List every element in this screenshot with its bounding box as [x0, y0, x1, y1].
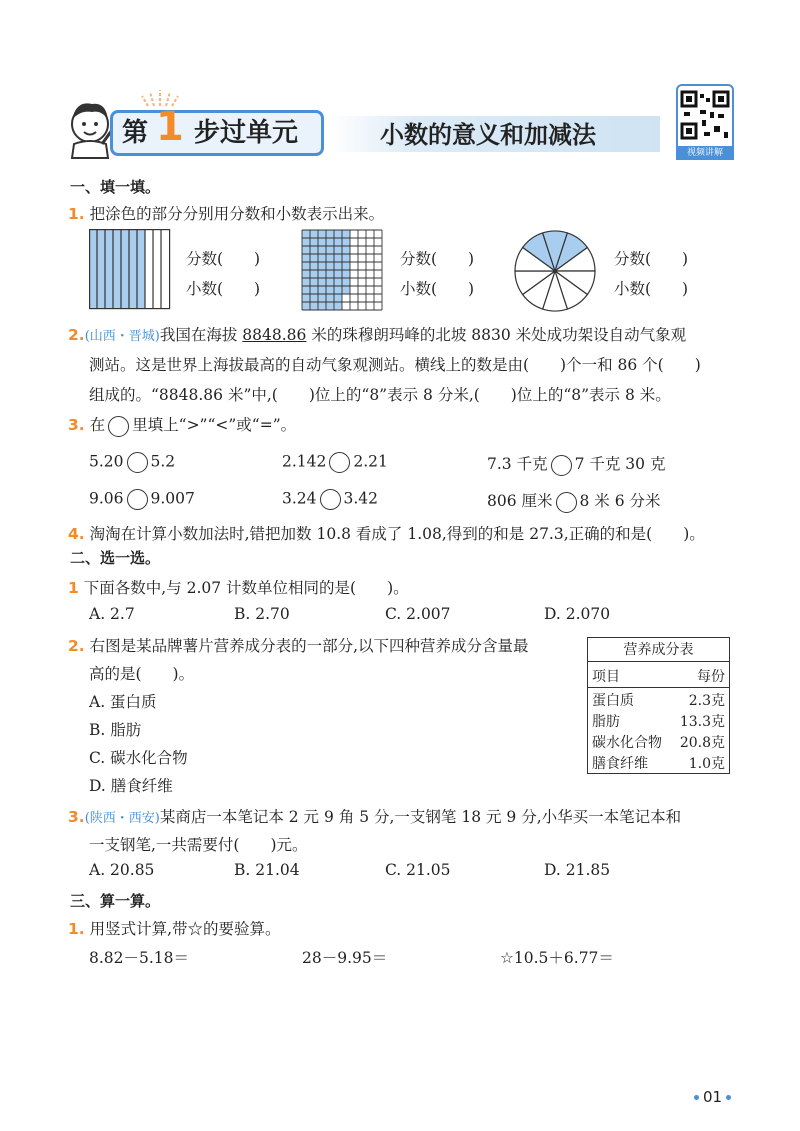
compare-blank[interactable]: [127, 489, 148, 510]
figure-pie: [512, 228, 598, 314]
s1-q2-line2: 测站。这是世界上海拔最高的自动气象观测站。横线上的数是由( )个一和 86 个( ): [89, 356, 701, 374]
row-item: 膳食纤维: [592, 756, 648, 772]
row-item: 脂肪: [592, 714, 620, 730]
section3-title: 三、算一算。: [70, 892, 161, 910]
compare-item: [282, 452, 388, 473]
compare-left: 3.24: [282, 489, 317, 508]
s1-q4: [68, 522, 705, 544]
fig2-decimal-label: 小数( ): [400, 280, 475, 298]
compare-right: 9.007: [150, 489, 195, 508]
compare-left: 9.06: [89, 489, 124, 508]
calc-expression: ☆10.5＋6.77＝: [500, 949, 614, 967]
badge-number: 1: [156, 104, 184, 150]
option[interactable]: A. 20.85: [89, 861, 155, 879]
section1-title: 一、填一填。: [70, 178, 161, 196]
s1-q3-post: 里填上“>”“<”或“=”。: [132, 416, 297, 434]
compare-blank[interactable]: [320, 489, 341, 510]
region-tag: (陕西・西安): [84, 811, 160, 826]
row-item: 碳水化合物: [592, 735, 662, 751]
s2-q3-line1: [68, 805, 681, 827]
s2-q3-line1-text: 某商店一本笔记本 2 元 9 角 5 分,一支钢笔 18 元 9 分,小华买一本笔记本和: [159, 808, 682, 826]
row-item: 蛋白质: [592, 693, 634, 709]
region-tag: (山西・晋城): [84, 329, 160, 344]
calc-expression: 28－9.95＝: [302, 949, 388, 967]
s1-q3-prompt: [68, 413, 296, 437]
table-row: [588, 709, 729, 730]
compare-right: 2.21: [353, 452, 388, 471]
compare-left: 2.142: [282, 452, 327, 471]
page-dot-icon: [694, 1095, 699, 1100]
s2-q2-line2: 高的是( )。: [89, 665, 195, 683]
s1-q1-number: 1.: [68, 205, 85, 223]
option[interactable]: A. 蛋白质: [89, 693, 157, 711]
compare-left: 5.20: [89, 452, 124, 471]
s2-q3-line2: 一支钢笔,一共需要付( )元。: [89, 836, 308, 854]
s2-q1: [68, 576, 409, 598]
s1-q4-text: 淘淘在计算小数加法时,错把加数 10.8 看成了 1.08,得到的和是 27.3,正确的和是( )。: [89, 525, 705, 543]
compare-circle-icon: [108, 416, 129, 437]
page-number: [690, 1088, 735, 1106]
page-dot-icon: [726, 1095, 731, 1100]
s1-q2-line1-b: 米的珠穆朗玛峰的北坡 8830 米处成功架设自动气象观: [306, 326, 687, 344]
compare-blank[interactable]: [556, 492, 577, 513]
badge-prefix: 第: [122, 118, 149, 148]
option[interactable]: B. 脂肪: [89, 721, 142, 739]
compare-blank[interactable]: [127, 452, 148, 473]
figure-strips: [89, 229, 171, 311]
row-value: 20.8克: [679, 735, 725, 751]
option[interactable]: D. 膳食纤维: [89, 777, 173, 795]
s3-q1-number: 1.: [68, 920, 85, 938]
fig3-fraction-label: 分数( ): [614, 250, 689, 268]
row-value: 2.3克: [688, 693, 725, 709]
option[interactable]: A. 2.7: [89, 605, 135, 623]
option[interactable]: B. 2.70: [234, 605, 290, 623]
s3-q1-text: 用竖式计算,带☆的要验算。: [89, 920, 281, 938]
compare-right: 7 千克 30 克: [574, 455, 666, 473]
s1-q1-text: 把涂色的部分分别用分数和小数表示出来。: [89, 205, 385, 223]
s1-q4-number: 4.: [68, 525, 85, 543]
fig1-decimal-label: 小数( ): [186, 280, 261, 298]
calc-expression: 8.82－5.18＝: [89, 949, 190, 967]
row-value: 13.3克: [679, 714, 725, 730]
col-item: 项目: [592, 669, 620, 685]
compare-item: [282, 489, 378, 510]
qr-label: 视频讲解: [676, 146, 734, 160]
s1-q2-line3: 组成的。“8848.86 米”中,( )位上的“8”表示 8 分米,( )位上的“8”表示 8 米。: [89, 386, 671, 404]
option[interactable]: D. 2.070: [544, 605, 611, 623]
compare-left: 7.3 千克: [487, 455, 548, 473]
option[interactable]: C. 21.05: [385, 861, 451, 879]
compare-blank[interactable]: [551, 455, 572, 476]
compare-item: [487, 452, 665, 476]
figure-grid: [301, 229, 385, 313]
row-value: 1.0克: [688, 756, 725, 772]
page-number-text: 01: [703, 1088, 723, 1106]
s2-q3-number: 3.: [68, 808, 85, 826]
compare-item: [89, 489, 195, 510]
table-row: [588, 688, 729, 709]
s2-q1-text: 下面各数中,与 2.07 计数单位相同的是( )。: [83, 579, 409, 597]
s2-q2-number: 2.: [68, 637, 85, 655]
compare-right: 5.2: [150, 452, 176, 471]
table-row: [588, 751, 729, 772]
nutrition-table: [587, 637, 730, 774]
unit-title: 小数的意义和加减法: [380, 121, 596, 149]
col-value: 每份: [697, 669, 725, 685]
compare-right: 8 米 6 分米: [579, 492, 661, 510]
s2-q1-number: 1: [68, 579, 79, 597]
nutrition-table-title: 营养成分表: [588, 638, 729, 662]
compare-item: [487, 489, 661, 513]
s1-q2-line1: [68, 323, 686, 345]
s1-q3-pre: 在: [89, 416, 106, 434]
s1-q2-underlined-number: 8848.86: [242, 326, 307, 344]
compare-blank[interactable]: [329, 452, 350, 473]
s1-q2-line1-a: 我国在海拔: [159, 326, 243, 344]
fig2-fraction-label: 分数( ): [400, 250, 475, 268]
qr-code-icon: [678, 88, 732, 142]
option[interactable]: C. 碳水化合物: [89, 749, 188, 767]
fig1-fraction-label: 分数( ): [186, 250, 261, 268]
s3-q1: [68, 917, 281, 939]
compare-item: [89, 452, 175, 473]
option[interactable]: B. 21.04: [234, 861, 300, 879]
badge-text: 步过单元: [194, 118, 299, 148]
option[interactable]: D. 21.85: [544, 861, 611, 879]
compare-left: 806 厘米: [487, 492, 553, 510]
s1-q1: [68, 202, 384, 224]
s2-q2-line1: [68, 634, 529, 656]
s1-q3-number: 3.: [68, 416, 85, 434]
nutrition-table-header: [588, 662, 729, 688]
s1-q2-number: 2.: [68, 326, 85, 344]
option[interactable]: C. 2.007: [385, 605, 451, 623]
table-row: [588, 730, 729, 751]
s2-q2-line1-text: 右图是某品牌薯片营养成分表的一部分,以下四种营养成分含量最: [89, 637, 529, 655]
section2-title: 二、选一选。: [70, 549, 161, 567]
fig3-decimal-label: 小数( ): [614, 280, 689, 298]
compare-right: 3.42: [343, 489, 379, 508]
